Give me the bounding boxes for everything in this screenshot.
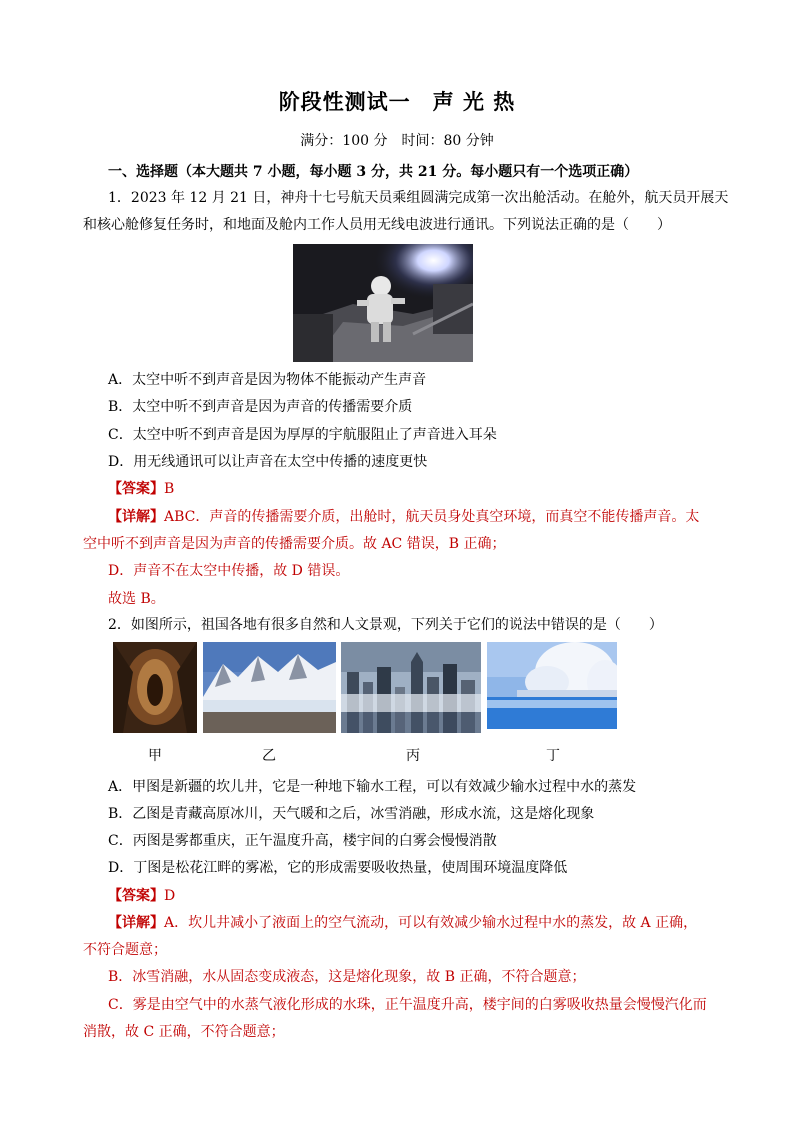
q1-conclusion: 故选 B。 <box>108 591 165 607</box>
karez-photo-graphic <box>113 642 197 733</box>
q1-option-b: B．太空中听不到声音是因为声音的传播需要介质 <box>108 399 413 415</box>
q2-detail-line1b: 不符合题意； <box>83 942 167 958</box>
q1-answer-tag: 【答案】 <box>108 481 164 497</box>
glacier-photo <box>203 642 336 733</box>
q2-detail-line2: B．冰雪消融，水从固态变成液态，这是熔化现象，故 B 正确，不符合题意； <box>108 969 586 985</box>
q2-detail-line3b: 消散，故 C 正确，不符合题意； <box>83 1024 285 1040</box>
exam-info: 满分：100 分 时间：80 分钟 <box>300 133 494 149</box>
q2-option-a: A．甲图是新疆的坎儿井，它是一种地下输水工程，可以有效减少输水过程中水的蒸发 <box>108 779 637 795</box>
page-title: 阶段性测试一 声 光 热 <box>278 90 516 114</box>
q1-detail-line3: D．声音不在太空中传播，故 D 错误。 <box>108 563 350 579</box>
caption-ding: 丁 <box>546 748 560 764</box>
q1-detail-tag: 【详解】 <box>108 509 164 525</box>
rime-photo <box>487 642 617 729</box>
karez-well-photo <box>113 642 197 733</box>
q2-answer <box>108 887 711 905</box>
q1-option-a: A．太空中听不到声音是因为物体不能振动产生声音 <box>108 372 427 388</box>
q2-detail-tag: 【详解】 <box>108 915 164 931</box>
q2-option-b: B．乙图是青藏高原冰川，天气暖和之后，冰雪消融，形成水流，这是熔化现象 <box>108 806 595 822</box>
q1-detail-line2: 空中听不到声音是因为声音的传播需要介质。故 AC 错误，B 正确； <box>83 536 506 552</box>
q2-stem-line1: 2．如图所示，祖国各地有很多自然和人文景观，下列关于它们的说法中错误的是（ ） <box>108 617 663 633</box>
q2-detail-text1: A．坎儿井减小了液面上的空气流动，可以有效减少输水过程中水的蒸发，故 A 正确， <box>164 915 698 931</box>
q2-option-d: D．丁图是松花江畔的雾凇，它的形成需要吸收热量，使周围环境温度降低 <box>108 860 568 876</box>
q1-answer-value: B <box>164 481 175 497</box>
glacier-photo-graphic <box>203 642 336 733</box>
q2-answer-tag: 【答案】 <box>108 888 164 904</box>
q1-answer <box>108 480 711 498</box>
section-note: （本大题共 7 小题，每小题 3 分，共 21 分。每小题只有一个选项正确） <box>178 164 639 180</box>
astronaut-photo-graphic <box>293 244 473 362</box>
q2-option-c: C．丙图是雾都重庆，正午温度升高，楼宇间的白雾会慢慢消散 <box>108 833 497 849</box>
q1-stem-line2: 和核心舱修复任务时，和地面及舱内工作人员用无线电波进行通讯。下列说法正确的是（ ） <box>83 217 671 233</box>
chongqing-fog-photo <box>341 642 481 733</box>
q1-option-d: D．用无线通讯可以让声音在太空中传播的速度更快 <box>108 454 428 470</box>
q1-detail-text1: ABC．声音的传播需要介质，出舱时，航天员身处真空环境，而真空不能传播声音。太 <box>164 509 700 525</box>
rime-photo-graphic <box>487 642 617 729</box>
astronaut-spacewalk-photo <box>293 244 473 362</box>
fog-photo-graphic <box>341 642 481 733</box>
section-prefix: 一、 <box>108 164 136 180</box>
q2-answer-value: D <box>164 888 176 904</box>
section-heading <box>108 163 711 181</box>
q2-detail-line3: C．雾是由空气中的水蒸气液化形成的水珠，正午温度升高，楼宇间的白雾吸收热量会慢慢汽化而 <box>108 997 707 1013</box>
q1-stem-line1: 1．2023 年 12 月 21 日，神舟十七号航天员乘组圆满完成第一次出舱活动。在舱外，航天员开展天 <box>108 190 729 206</box>
q2-detail-line1 <box>108 914 711 932</box>
caption-bing: 丙 <box>406 748 420 764</box>
caption-yi: 乙 <box>262 748 276 764</box>
caption-jia: 甲 <box>148 748 162 764</box>
q1-option-c: C．太空中听不到声音是因为厚厚的宇航服阻止了声音进入耳朵 <box>108 427 497 443</box>
section-name: 选择题 <box>136 164 178 180</box>
q1-detail-line1 <box>108 508 711 526</box>
